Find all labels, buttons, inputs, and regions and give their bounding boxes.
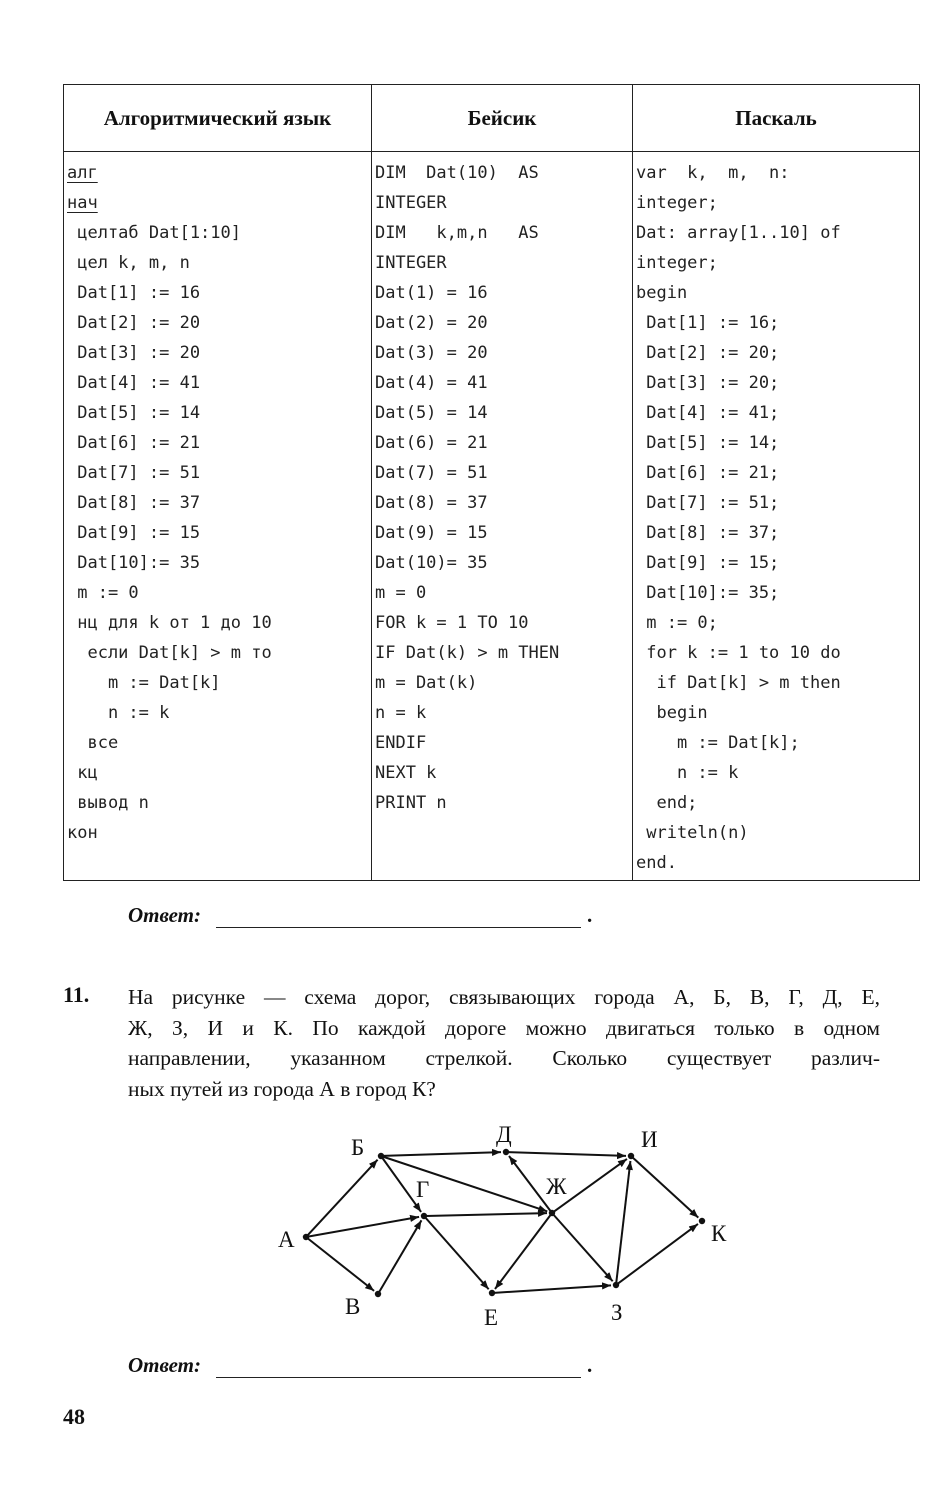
code-line: INTEGER: [375, 253, 447, 273]
code-line: Dat[8] := 37: [67, 493, 201, 513]
graph-nodes: [303, 1149, 705, 1297]
code-line: writeln(n): [636, 823, 749, 843]
code-line: IF Dat(k) > m THEN: [375, 643, 560, 663]
code-line: Dat(4) = 41: [375, 373, 488, 393]
city-label: Д: [496, 1122, 512, 1147]
answer-label: Ответ:: [128, 903, 201, 927]
city-node: [489, 1290, 495, 1296]
city-node: [549, 1210, 555, 1216]
code-line: алг: [67, 163, 98, 183]
road-Г-Е: [425, 1217, 488, 1289]
code-line: PRINT n: [375, 793, 447, 813]
road-Б-Ж: [383, 1157, 547, 1212]
answer-row-11: [128, 1353, 592, 1378]
road-А-Г: [308, 1217, 419, 1237]
code-line: Dat(1) = 16: [375, 283, 488, 303]
road-И-К: [632, 1157, 698, 1217]
city-node: [503, 1149, 509, 1155]
code-line: Dat(9) = 15: [375, 523, 488, 543]
road-З-И: [616, 1161, 630, 1283]
code-line: Dat[2] := 20: [67, 313, 201, 333]
city-label: Г: [416, 1177, 430, 1202]
code-line: Dat(8) = 37: [375, 493, 488, 513]
city-node: [421, 1213, 427, 1219]
code-line: m := 0: [67, 583, 139, 603]
code-line: Dat[10]:= 35;: [636, 583, 780, 603]
city-label: Ж: [546, 1174, 567, 1199]
code-line: нц для k от 1 до 10: [67, 613, 272, 633]
code-line: если Dat[k] > m то: [67, 643, 272, 663]
code-line: кц: [67, 763, 98, 783]
city-node: [613, 1282, 619, 1288]
code-line: Dat(10)= 35: [375, 553, 488, 573]
code-line: Dat(7) = 51: [375, 463, 488, 483]
code-line: n := k: [636, 763, 739, 783]
code-line: Dat[3] := 20;: [636, 373, 780, 393]
answer-period: .: [587, 1353, 593, 1377]
code-line: Dat[9] := 15;: [636, 553, 780, 573]
city-node: [628, 1153, 634, 1159]
algol-code-cell: [64, 152, 372, 881]
city-node: [699, 1218, 705, 1224]
code-line: m := Dat[k];: [636, 733, 800, 753]
city-label: Б: [351, 1135, 365, 1160]
city-node: [375, 1291, 381, 1297]
code-line: m = 0: [375, 583, 427, 603]
code-line: Dat[9] := 15: [67, 523, 201, 543]
task-line: направлении, указанном стрелкой. Сколько существует различ-: [128, 1046, 880, 1070]
code-line: end;: [636, 793, 698, 813]
code-line: Dat[2] := 20;: [636, 343, 780, 363]
code-line: INTEGER: [375, 193, 447, 213]
city-label: З: [611, 1300, 623, 1325]
road-Ж-Д: [509, 1156, 551, 1211]
code-line: кон: [67, 823, 98, 843]
road-graph: [0, 1110, 945, 1340]
code-line: Dat[6] := 21: [67, 433, 201, 453]
task-line: ных путей из города А в город К?: [128, 1076, 436, 1101]
code-line: Dat[4] := 41: [67, 373, 201, 393]
road-Б-Д: [383, 1152, 501, 1156]
code-line: for k := 1 to 10 do: [636, 643, 841, 663]
road-Г-Ж: [426, 1213, 547, 1216]
road-В-Г: [379, 1220, 421, 1292]
code-line: DIM k,m,n AS: [375, 223, 539, 243]
road-З-К: [618, 1224, 698, 1284]
road-А-В: [308, 1238, 375, 1291]
graph-edges: [307, 1152, 698, 1293]
code-line: begin: [636, 703, 708, 723]
city-label: А: [278, 1227, 295, 1252]
page-number: 48: [63, 1404, 85, 1429]
road-А-Б: [307, 1160, 377, 1236]
code-line: Dat: array[1..10] of: [636, 223, 841, 243]
answer-period: .: [587, 903, 593, 927]
code-line: Dat[10]:= 35: [67, 553, 201, 573]
city-label: К: [711, 1221, 727, 1246]
code-line: m := Dat[k]: [67, 673, 221, 693]
code-line: Dat[4] := 41;: [636, 403, 780, 423]
task-line: На рисунке — схема дорог, связывающих города А, Б, В, Г, Д, Е,: [128, 985, 880, 1009]
code-line: цел k, m, n: [67, 253, 190, 273]
code-line: Dat(2) = 20: [375, 313, 488, 333]
header-basic: Бейсик: [372, 85, 633, 152]
code-line: все: [67, 733, 119, 753]
code-line: Dat[3] := 20: [67, 343, 201, 363]
code-line: Dat[5] := 14;: [636, 433, 780, 453]
road-Ж-Е: [495, 1215, 551, 1289]
city-label: Е: [484, 1305, 499, 1330]
code-line: Dat[1] := 16: [67, 283, 201, 303]
code-line: n := k: [67, 703, 170, 723]
task-number: 11.: [63, 982, 90, 1007]
code-line: вывод n: [67, 793, 149, 813]
task-text: [128, 982, 880, 1104]
header-algol: Алгоритмический язык: [64, 85, 372, 152]
task-line: Ж, З, И и К. По каждой дороге можно двигаться только в одном: [128, 1015, 880, 1040]
pascal-code-cell: [633, 152, 920, 881]
code-line: Dat[5] := 14: [67, 403, 201, 423]
code-line: Dat[8] := 37;: [636, 523, 780, 543]
code-line: n = k: [375, 703, 427, 723]
code-line: FOR k = 1 TO 10: [375, 613, 529, 633]
code-line: Dat(6) = 21: [375, 433, 488, 453]
code-line: end.: [636, 853, 677, 873]
code-table: [63, 84, 920, 881]
code-line: Dat(5) = 14: [375, 403, 488, 423]
road-Е-З: [494, 1285, 611, 1293]
code-line: integer;: [636, 253, 718, 273]
code-line: integer;: [636, 193, 718, 213]
code-line: Dat[7] := 51;: [636, 493, 780, 513]
code-line: целтаб Dat[1:10]: [67, 223, 241, 243]
city-node: [378, 1153, 384, 1159]
code-line: m = Dat(k): [375, 673, 478, 693]
basic-code-cell: [372, 152, 633, 881]
code-line: begin: [636, 283, 688, 303]
header-pascal: Паскаль: [633, 85, 920, 152]
answer-field[interactable]: [216, 1355, 581, 1378]
code-line: if Dat[k] > m then: [636, 673, 841, 693]
code-line: Dat[6] := 21;: [636, 463, 780, 483]
answer-row-10: [128, 903, 592, 928]
code-line: Dat[7] := 51: [67, 463, 201, 483]
answer-field[interactable]: [216, 905, 581, 928]
answer-label: Ответ:: [128, 1353, 201, 1377]
code-line: var k, m, n:: [636, 163, 790, 183]
city-label: И: [641, 1127, 658, 1152]
code-line: Dat[1] := 16;: [636, 313, 780, 333]
graph-labels: [278, 1122, 727, 1330]
code-line: DIM Dat(10) AS: [375, 163, 539, 183]
code-line: m := 0;: [636, 613, 718, 633]
city-node: [303, 1234, 309, 1240]
road-Д-И: [508, 1152, 626, 1156]
road-Ж-З: [553, 1214, 612, 1281]
code-line: нач: [67, 193, 98, 213]
city-label: В: [345, 1294, 361, 1319]
code-line: Dat(3) = 20: [375, 343, 488, 363]
code-line: ENDIF: [375, 733, 427, 753]
code-line: NEXT k: [375, 763, 437, 783]
